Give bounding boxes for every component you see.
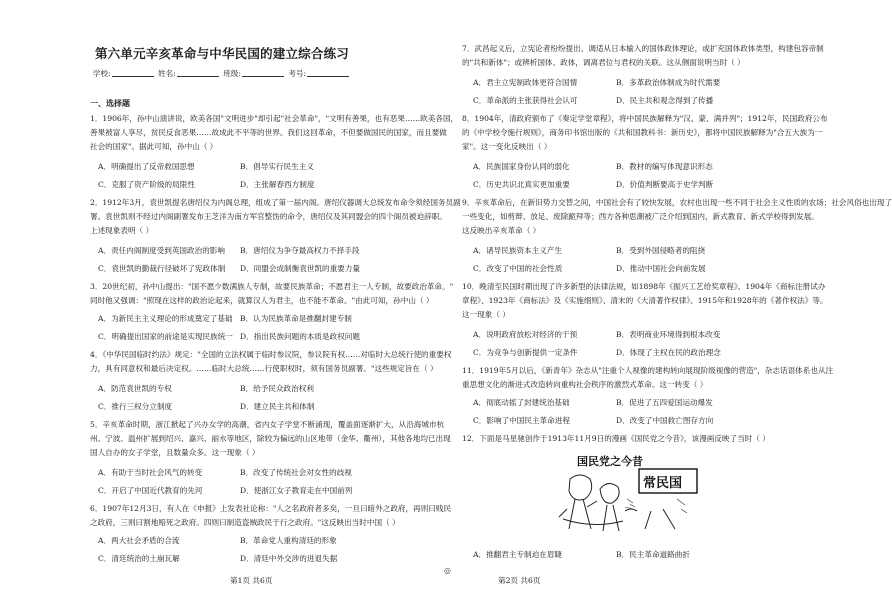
political-cartoon-image xyxy=(555,449,705,539)
q5-option-b[interactable]: B．改变了传统社会对女性的歧视 xyxy=(240,468,352,477)
q4-option-d[interactable]: D．建立民主共和体制 xyxy=(240,402,315,411)
q3-option-b[interactable]: B．认为民族革命是推翻封建专制 xyxy=(240,314,352,323)
q1-option-b[interactable]: B．倡导实行民生主义 xyxy=(240,162,314,171)
q6-stem-line2: 之政府，三则曰割地赔死之政府。四则曰制造盗贼政民于行之政府。"这反映出当时中国（ ） xyxy=(90,518,400,527)
q3-stem-line1: 3．20世纪初，孙中山提出："国不愿少数满族人专制，故要民族革命；不愿君主一人专制，故要政治革命。" xyxy=(90,282,454,291)
q8-option-d[interactable]: D．价值判断要高于史学判断 xyxy=(616,180,714,189)
q5-option-d[interactable]: D．使浙江女子教育走在中国前列 xyxy=(240,486,353,495)
q6-option-d[interactable]: D．清廷中外交涉的进退失据 xyxy=(240,554,338,563)
class-blank[interactable] xyxy=(242,69,284,77)
q7-option-b[interactable]: B．多革政治体制成为时代需要 xyxy=(616,78,721,87)
q5-stem-line1: 5．辛亥革命时期，浙江掀起了兴办女学的高潮，省内女子学堂不断涌现，覆盖面逐渐扩大，从沿海城市杭 xyxy=(90,420,445,429)
q4-option-b[interactable]: B．给予民众政治权利 xyxy=(240,384,314,393)
q1-stem-line2: 善果被富人享尽，贫民反食恶果……故成此不平等的世界。我们这回革命，不但要做国民的国家，而且要做 xyxy=(90,128,447,137)
q2-stem-line1: 2．1912年3月，袁世凯提名唐绍仪为内阁总理，组成了第一届内阁。唐绍仪器调大总统发布命令须经国务员副 xyxy=(90,198,461,207)
q2-option-a[interactable]: A．责任内阁制度受到英国政治的影响 xyxy=(98,246,225,255)
q5-stem-line2: 州、宁波、温州扩展到绍兴、嘉兴、丽水等地区，除较为偏远的山区地带（金华、衢州），其他各地均已出现 xyxy=(90,434,451,443)
q1-stem-line3: 社会的国家"。据此可知，孙中山（ ） xyxy=(90,142,218,151)
section-heading: 一、选择题 xyxy=(90,99,130,108)
q11-option-b[interactable]: B．促进了五四爱国运动爆发 xyxy=(616,398,713,407)
right-page-footer: 第2页 共6页 xyxy=(498,576,541,585)
exam-no-label: 考号: xyxy=(288,69,307,78)
q11-option-c[interactable]: C．影响了中国民主革命进程 xyxy=(473,416,570,425)
q2-stem-line3: 上述现象表明（ ） xyxy=(90,226,154,235)
page-title: 第六单元辛亥革命与中华民国的建立综合练习 xyxy=(94,46,349,61)
name-blank[interactable] xyxy=(177,69,219,77)
q12-option-b[interactable]: B．民主革命道路曲折 xyxy=(616,550,690,559)
q9-option-d[interactable]: D．推动中国社会向前发展 xyxy=(616,264,706,273)
q8-option-c[interactable]: C．历史共识北真实更加重要 xyxy=(473,180,570,189)
q7-option-c[interactable]: C．革命派的主张获得社会认可 xyxy=(473,96,578,105)
fold-mark: ◎ xyxy=(444,566,451,575)
q11-stem-line1: 11．1919年5月以后，《新青年》杂志从"注重个人视像的建构转向展现阶级视像的营造"，杂志话语体系也从注 xyxy=(462,366,834,375)
q10-stem-line1: 10．晚清至民国时期出现了许多新型的法律法规，如1898年《振兴工艺给奖章程》、1904年《商标注册试办 xyxy=(462,282,826,291)
q2-option-d[interactable]: D．同盟会成制衡袁世凯的重要力量 xyxy=(240,264,360,273)
q8-stem-line3: 家"。这一变化反映出（ ） xyxy=(462,142,552,151)
class-label: 班级: xyxy=(223,69,241,78)
q10-option-a[interactable]: A．说明政府放松对经济的干预 xyxy=(473,330,578,339)
q8-stem-line2: 的《中学校令施行规则》，商务印书馆出版的《共和国教科书：新历史》，都将中国民族解释为"合五大族为一 xyxy=(462,128,823,137)
q12-option-a[interactable]: A．推翻君主专制迫在眉睫 xyxy=(473,550,563,559)
q10-option-d[interactable]: D．体现了主权在民的政治理念 xyxy=(616,348,721,357)
q1-option-a[interactable]: A．明确提出了反帝救国思想 xyxy=(98,162,195,171)
q9-option-c[interactable]: C．改变了中国的社会性质 xyxy=(473,264,563,273)
school-label: 学校: xyxy=(92,69,111,78)
q9-stem-line2: 一些变化，如剪辫、放足、废除跪拜等；西方各种思潮被广泛介绍到国内，新式教育、新式学校得到发展。 xyxy=(462,212,819,221)
q5-stem-line3: 国人自办的女子学堂，且数量众多。这一现象（ ） xyxy=(90,448,260,457)
q7-option-d[interactable]: D．民主共和观念得到了传播 xyxy=(616,96,714,105)
q9-stem-line3: 这反映出辛亥革命（ ） xyxy=(462,226,541,235)
q4-option-c[interactable]: C．推行三权分立制度 xyxy=(98,402,173,411)
q3-option-c[interactable]: C．明确提出国家的前途是实现民族统一 xyxy=(98,332,233,341)
q10-option-c[interactable]: C．为竞争与创新提供一定条件 xyxy=(473,348,578,357)
q1-option-d[interactable]: D．主张解春西方制度 xyxy=(240,180,315,189)
name-label: 姓名: xyxy=(158,69,176,78)
student-info-line xyxy=(0,68,444,79)
left-page-footer: 第1页 共6页 xyxy=(230,576,273,585)
q10-stem-line2: 章程》、1923年《商标法》及《实施细则》、清末的《大清著作权律》、1915年和1928年的《著作权法》等。 xyxy=(462,296,828,305)
q6-option-c[interactable]: C．清廷统治的土崩瓦解 xyxy=(98,554,180,563)
q10-option-b[interactable]: B．表明商业环境得到根本改变 xyxy=(616,330,721,339)
q1-stem-line1: 1．1906年，孙中山演讲说，欧美各国"文明进步"却引起"社会革命"，"文明有善果，也有恶果……欧美各国， xyxy=(90,114,459,123)
q11-stem-line2: 重思想文化的渐进式改造转向重构社会秩序的激烈式革命。这一转变（ ） xyxy=(462,380,708,389)
q2-stem-line2: 署。袁世凯则不经过内阁副署发布王芝洋为南方军官整饬的命令，唐绍仪及其同盟会的四个阁员被迫辞职。 xyxy=(90,212,447,221)
q3-option-a[interactable]: A．为新民主主义理论的形成奠定了基础 xyxy=(98,314,233,323)
q3-stem-line2: 同时他又强调："照现在这样的政治论起来，就算汉人为君主，也不能不革命。"由此可知，孙中山（ ） xyxy=(90,296,434,305)
q2-option-c[interactable]: C．袁世凯的勤裁行径破坏了宪政体制 xyxy=(98,264,226,273)
q3-option-d[interactable]: D．指出民族问题的本质是政权问题 xyxy=(240,332,360,341)
q6-option-b[interactable]: B．革命党人重构清廷的形象 xyxy=(240,536,337,545)
q9-option-b[interactable]: B．受到外国侵略者的阻挠 xyxy=(616,246,706,255)
q8-stem-line1: 8．1904年，清政府颁布了《奏定学堂章程》，将中国民族解释为"汉、蒙、满并列"；1912年，民国政府公布 xyxy=(462,114,828,123)
q7-option-a[interactable]: A．君主立宪制政体更符合国情 xyxy=(473,78,578,87)
q11-option-d[interactable]: D．改变了中国救亡图存方向 xyxy=(616,416,714,425)
school-blank[interactable] xyxy=(112,69,154,77)
q9-stem-line1: 9．辛亥革命后，在新旧势力交替之间，中国社会有了较快发展，农村也出现一些不同于社会主义性质的农场；社会风俗也出现了 xyxy=(462,198,892,207)
q7-stem-line1: 7．武昌起义后，立宪论者纷纷提出、调适从日本输入的国体政体理论，或扩充国体政体类型，构建包容帝制 xyxy=(462,44,824,53)
q8-option-a[interactable]: A．民族国家身份认同的弱化 xyxy=(473,162,570,171)
cartoon-sign-text: 常民国 xyxy=(643,476,683,491)
q7-stem-line2: 的"共和新体"；或辨析国体、政体，调离君位与君权的关联。这从侧面说明当时（ ） xyxy=(462,58,745,67)
q9-option-a[interactable]: A．诸导民族资本主义产生 xyxy=(473,246,563,255)
q4-option-a[interactable]: A．防范袁世凯的专权 xyxy=(98,384,172,393)
q5-option-a[interactable]: A．有助于当时社会风气的转变 xyxy=(98,468,203,477)
q12-stem-line1: 12．下面是马星驰创作于1913年11月9日的漫画《国民党之今昔》，该漫画反映了当时（ ） xyxy=(462,434,770,443)
q4-stem-line1: 4．《中华民国临时约法》规定："全国的立法权属于临时参议院，参议院有权……对临时大总统行使的重要权 xyxy=(90,350,452,359)
q6-stem-line1: 6．1907年12月3日，有人在《申报》上发表社论称："人之名政府者多矣，一旦曰暗外之政府，再则曰贱民 xyxy=(90,504,452,513)
q5-option-c[interactable]: C．开启了中国近代教育的先河 xyxy=(98,486,203,495)
q2-option-b[interactable]: B．唐绍仪为争夺最高权力不择手段 xyxy=(240,246,360,255)
q11-option-a[interactable]: A．彻底动摇了封建统治基础 xyxy=(473,398,570,407)
q10-stem-line3: 这一现象（ ） xyxy=(462,310,510,319)
q4-stem-line2: 力，具有同意权和最后决定权。……临时大总统……行使职权时，须有国务员副署。"这些规定旨在（ ） xyxy=(90,364,438,373)
q6-option-a[interactable]: A．两大社会矛盾的合流 xyxy=(98,536,180,545)
q8-option-b[interactable]: B．教材的编写体现意识形态 xyxy=(616,162,713,171)
exam-no-blank[interactable] xyxy=(307,69,349,77)
q1-option-c[interactable]: C．克服了资产阶级的局限性 xyxy=(98,180,195,189)
cartoon-title-text: 国民党之今昔 xyxy=(577,455,643,468)
